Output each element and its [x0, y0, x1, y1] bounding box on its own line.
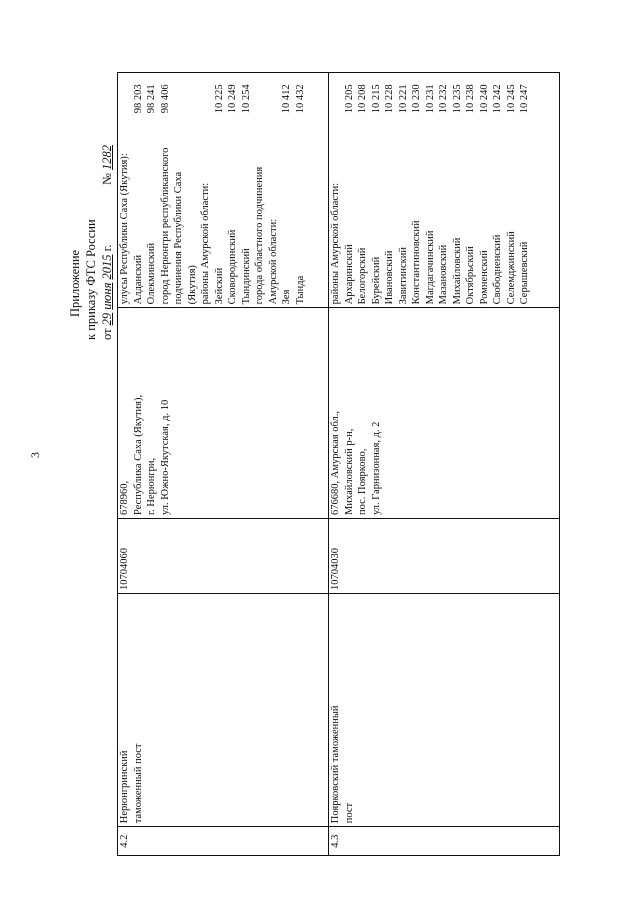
district-code: [186, 76, 200, 113]
district-name: город Нерюнгри республиканского: [159, 147, 171, 305]
address-line: Республика Саха (Якутия),: [132, 394, 144, 515]
district-name: Михайловский: [451, 237, 463, 305]
row-number-text: 4.3: [330, 834, 341, 848]
district-code: 98 241: [146, 84, 157, 114]
district-code: 10 245: [505, 84, 517, 114]
district-code: [199, 76, 213, 113]
district-name: Бурейский: [370, 256, 382, 305]
district-code: 10 205: [343, 84, 355, 114]
district-name: районы Амурской области:: [200, 182, 211, 305]
district-code: 10 242: [492, 84, 503, 114]
district-code: 10 228: [384, 84, 395, 114]
district-name: Магдагачинский: [424, 230, 436, 305]
district-name: Ромненский: [478, 250, 490, 305]
address-line: Михайловский р-н,: [343, 428, 355, 515]
district-code: 98 203: [132, 84, 144, 114]
district-code: 10 231: [424, 84, 436, 114]
district-code: 10 221: [397, 84, 409, 114]
district-code: 10 235: [451, 84, 463, 114]
district-name: Архаринский: [343, 244, 355, 305]
address-line: ул. Южно-Якутская, д. 10: [159, 399, 171, 515]
district-name: Ивановский: [384, 250, 395, 305]
order-reference: к приказу ФТС России: [84, 219, 98, 340]
date-year: 2015: [100, 254, 114, 280]
district-code: 10 232: [438, 84, 449, 114]
row-number-text: 4.2: [119, 834, 130, 848]
district-code: 10 249: [227, 84, 238, 114]
post-name-line: Нерюнгринский: [119, 750, 130, 824]
district-name: районы Амурской области:: [330, 182, 341, 305]
customs-posts-table: [117, 72, 560, 856]
district-code: 10 432: [294, 84, 306, 114]
appendix-title: Приложение: [68, 249, 82, 317]
page-number: 3: [28, 452, 42, 458]
districts: [329, 116, 560, 308]
district-code: 10 240: [478, 84, 490, 114]
post-name: [118, 593, 329, 826]
order-date: [99, 245, 115, 340]
district-code: 10 230: [411, 84, 422, 114]
district-name: Свободненский: [492, 234, 503, 305]
date-month: июня: [100, 282, 114, 310]
district-code: 10 247: [519, 84, 530, 114]
district-name: Сковородинский: [227, 229, 238, 305]
district-name: Тындинский: [240, 248, 252, 305]
district-name: Тында: [294, 275, 306, 305]
address-line: ул. Гарнизонная, д. 2: [370, 421, 382, 515]
district-name: Селемджинский: [505, 231, 517, 305]
district-code: [118, 76, 132, 113]
district-codes: [329, 73, 560, 117]
address-line: г. Нерюнгри,: [146, 457, 157, 515]
district-codes: [118, 73, 329, 117]
table-row: [329, 73, 560, 856]
district-code: 10 208: [357, 84, 368, 114]
district-name: Константиновский: [411, 220, 422, 305]
district-code: [329, 76, 343, 113]
date-suffix: г.: [100, 244, 114, 252]
district-code: [253, 76, 267, 113]
post-name-line: пост: [343, 802, 355, 824]
district-name: подчинения Республики Саха: [173, 171, 184, 305]
table-row: [118, 73, 329, 856]
district-code: 10 412: [281, 84, 292, 114]
district-name: Зея: [281, 289, 292, 305]
post-code: [118, 518, 329, 593]
district-code: 10 238: [465, 84, 476, 114]
district-name: Алданский: [132, 254, 144, 305]
post-name-line: таможенный пост: [132, 743, 144, 824]
districts: [118, 116, 329, 308]
district-name: улусы Республики Саха (Якутия):: [119, 153, 130, 305]
post-code: [329, 518, 560, 593]
post-code-text: 10704060: [119, 547, 130, 590]
district-code: [172, 76, 186, 113]
district-name: Зейский: [213, 267, 225, 305]
district-name: Завитинский: [397, 247, 409, 305]
address-line: пос. Поярково,: [357, 448, 368, 515]
district-name: Октябрьский: [465, 246, 476, 305]
district-name: города областного подчинения: [254, 166, 265, 305]
row-number: [118, 827, 329, 856]
date-prefix: от: [100, 328, 114, 340]
district-code: 10 225: [213, 84, 225, 114]
district-name: Олекминский: [146, 242, 157, 305]
district-name: Серышевский: [519, 241, 530, 305]
district-code: 10 215: [370, 84, 382, 114]
number-value: 1282: [100, 144, 114, 170]
district-name: Мазановский: [438, 244, 449, 305]
order-number: [99, 145, 115, 185]
district-code: 98 406: [159, 84, 171, 114]
district-name: Белогорский: [357, 247, 368, 305]
number-prefix: №: [100, 173, 114, 185]
district-code: [267, 76, 281, 113]
post-name: [329, 593, 560, 826]
post-code-text: 10704030: [330, 547, 341, 590]
district-name: Амурской области:: [267, 218, 279, 305]
post-address: [118, 308, 329, 519]
date-day: 29: [100, 312, 114, 326]
row-number: [329, 827, 560, 856]
district-name: (Якутия): [186, 265, 198, 305]
address-line: 678960,: [119, 480, 130, 515]
post-address: [329, 308, 560, 519]
district-code: 10 254: [240, 84, 252, 114]
post-name-line: Поярковский таможенный: [330, 705, 341, 824]
address-line: 676680, Амурская обл.,: [330, 410, 341, 515]
